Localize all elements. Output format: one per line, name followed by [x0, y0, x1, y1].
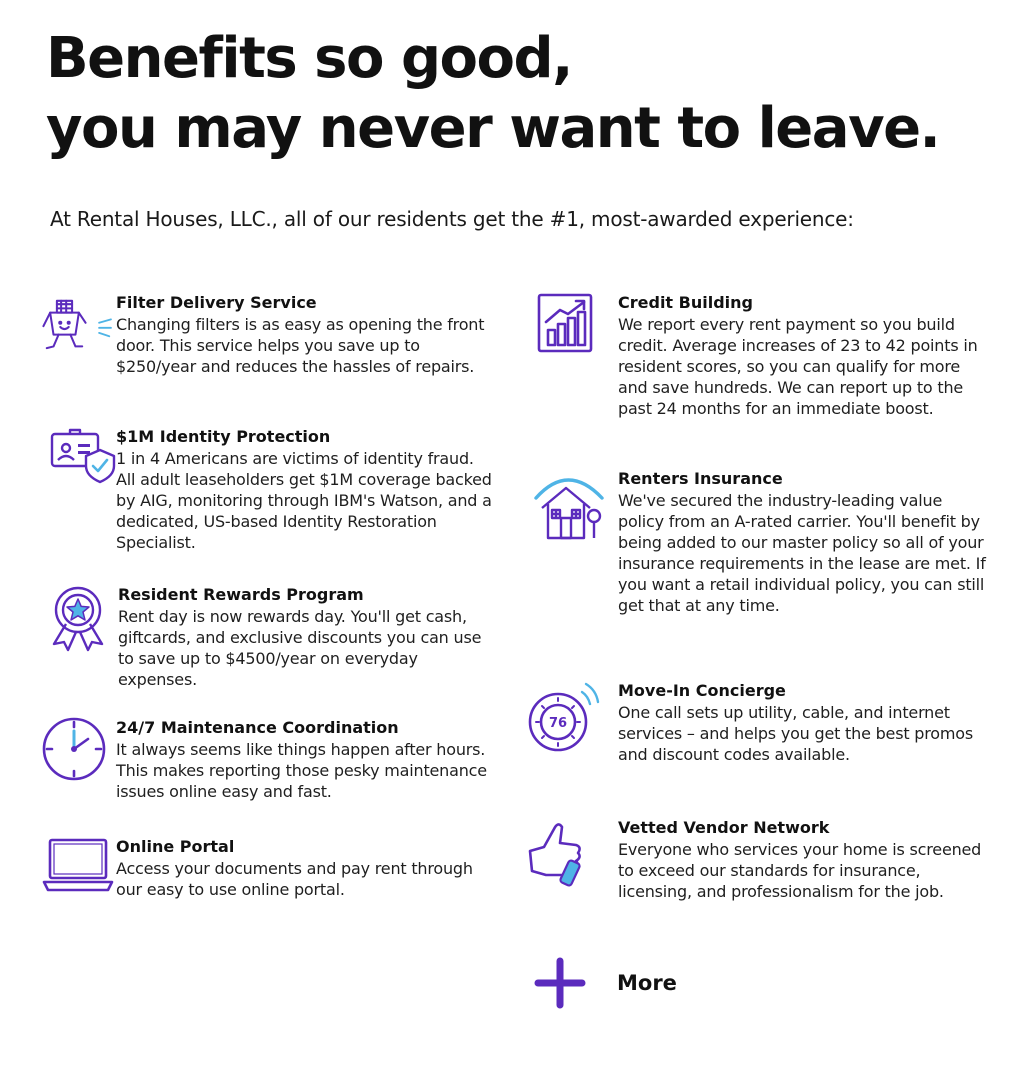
benefit-title: $1M Identity Protection: [116, 427, 331, 446]
benefit-title: Resident Rewards Program: [118, 585, 364, 604]
benefit-title: Renters Insurance: [618, 469, 783, 488]
benefit-description: 1 in 4 Americans are victims of identity fraud. All adult leaseholders get $1M coverage backed by AIG, monitoring through IBM's Watson, and a dedicated, US-based Identity Restoration Specialist.: [116, 449, 492, 552]
benefit-title: 24/7 Maintenance Coordination: [116, 718, 399, 737]
benefit-move-in-concierge: [524, 680, 988, 765]
clock-icon: [40, 717, 116, 787]
benefit-description: Everyone who services your home is screened to exceed our standards for insurance, licensing, and professionalism for the job.: [618, 840, 982, 901]
headline-line-2: you may never want to leave.: [46, 96, 940, 161]
thermostat-icon: [524, 680, 618, 750]
benefit-description: We've secured the industry-leading value policy from an A-rated carrier. You'll benefit by being added to our master policy so all of your insurance requirements in the lease are met. If you want a retail individual policy, you can still get that at any time.: [618, 491, 986, 615]
benefit-online-portal: [40, 836, 496, 906]
benefit-rewards: [42, 584, 498, 690]
benefit-title: Credit Building: [618, 293, 753, 312]
benefit-description: It always seems like things happen after hours. This makes reporting those pesky maintenance issues online easy and fast.: [116, 740, 487, 801]
benefit-maintenance: [40, 717, 496, 802]
benefit-description: One call sets up utility, cable, and internet services – and helps you get the best promos and discount codes available.: [618, 703, 973, 764]
benefit-vendor-network: [524, 817, 988, 902]
credit-chart-icon: [536, 292, 618, 362]
benefit-title: Online Portal: [116, 837, 235, 856]
thermostat-reading: 76: [548, 716, 568, 731]
benefit-title: Vetted Vendor Network: [618, 818, 830, 837]
headline-line-1: Benefits so good,: [46, 26, 572, 91]
rewards-ribbon-icon: [42, 584, 118, 654]
laptop-icon: [40, 836, 116, 906]
benefit-title: Filter Delivery Service: [116, 293, 317, 312]
house-insurance-icon: [530, 468, 618, 538]
benefit-renters-insurance: [530, 468, 988, 616]
benefit-identity-protection: [40, 426, 496, 553]
page-headline: [46, 24, 939, 164]
intro-text: At Rental Houses, LLC., all of our residents get the #1, most-awarded experience:: [50, 207, 854, 231]
benefit-filter-delivery: [40, 292, 496, 377]
benefit-description: We report every rent payment so you build credit. Average increases of 23 to 42 points in resident scores, so you can qualify for more and save hundreds. We can report up to the past 24 months for an immediate boost.: [618, 315, 978, 418]
benefit-description: Rent day is now rewards day. You'll get cash, giftcards, and exclusive discounts you can use to save up to $4500/year on everyday expenses.: [118, 607, 482, 689]
more-label: More: [617, 971, 677, 995]
more-button[interactable]: [532, 955, 677, 1011]
benefit-credit-building: [536, 292, 988, 419]
benefit-description: Access your documents and pay rent through our easy to use online portal.: [116, 859, 473, 899]
filter-delivery-icon: [40, 292, 116, 362]
thumbs-up-icon: [524, 817, 618, 887]
benefit-title: Move-In Concierge: [618, 681, 786, 700]
benefit-description: Changing filters is as easy as opening the front door. This service helps you save up to $250/year and reduces the hassles of repairs.: [116, 315, 485, 376]
plus-icon: [532, 955, 588, 1011]
identity-protection-icon: [40, 426, 116, 496]
